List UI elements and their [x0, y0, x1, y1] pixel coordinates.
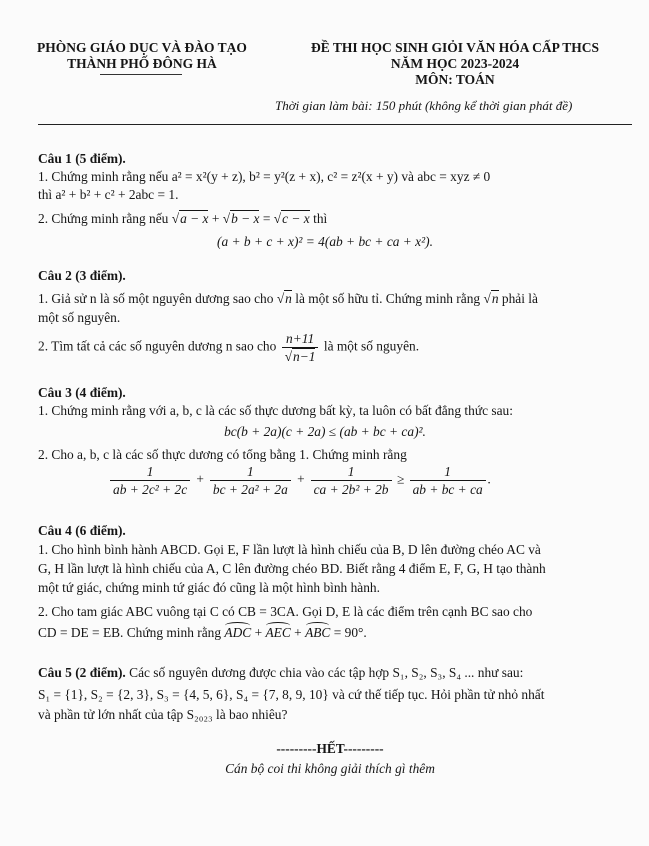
fraction-denominator: bc + 2a² + 2a: [210, 480, 291, 497]
subject: MÔN: TOÁN: [415, 72, 495, 87]
fraction-denominator: ab + 2c² + 2c: [110, 480, 190, 497]
fraction-numerator: n+11: [286, 331, 315, 346]
end-mark: ---------HẾT---------: [276, 741, 384, 756]
q1-part1-line2: thì a² + b² + c² + 2abc = 1.: [38, 187, 179, 202]
plus-sign: +: [211, 211, 220, 226]
q2-fraction: [282, 331, 319, 364]
office-underline: [100, 74, 182, 75]
proctor-note: Cán bộ coi thi không giải thích gì thêm: [225, 761, 435, 776]
q2-part2-suffix: là một số nguyên.: [323, 338, 420, 354]
plus-sign: +: [294, 625, 302, 640]
fraction-numerator: 1: [444, 464, 451, 479]
q4-part2-line2: [38, 624, 367, 642]
sqrt-symbol: √: [222, 211, 231, 226]
q2-title: Câu 2 (3 điểm).: [38, 268, 126, 283]
q1-part2-equation: (a + b + c + x)² = 4(ab + bc + ca + x²).: [217, 234, 433, 249]
sqrt-symbol: √: [276, 291, 285, 306]
q3-part1: 1. Chứng minh rằng với a, b, c là các số thực dương bất kỳ, ta luôn có bất đẳng thức sau:: [38, 403, 513, 418]
school-year: NĂM HỌC 2023-2024: [390, 56, 520, 71]
q2-part2-prefix: 2. Tìm tất cả các số nguyên dương n sao cho: [38, 338, 277, 354]
q4-part1-line1: 1. Cho hình bình hành ABCD. Gọi E, F lần lượt là hình chiếu của B, D lên đường chéo AC và: [38, 542, 541, 557]
q1-radicand-3: c − x: [282, 211, 310, 226]
q2-part1-suffix: phải là: [501, 291, 538, 306]
q2-part1-line2: một số nguyên.: [38, 310, 121, 325]
q5-intro: Các số nguyên dương được chia vào các tập hợp S₁, S₂, S₃, S₄ ... như sau:: [129, 665, 524, 680]
q1-part1-line1: 1. Chứng minh rằng nếu a² = x²(y + z), b² = y²(z + x), c² = z²(x + y) và abc = xyz ≠ 0: [38, 169, 491, 184]
q2-part1-line1: [38, 290, 538, 308]
q3-fraction-2: [210, 464, 291, 497]
geq-sign: ≥: [396, 471, 405, 487]
period: .: [487, 471, 492, 487]
q3-part1-inequality: bc(b + 2a)(c + 2a) ≤ (ab + bc + ca)².: [224, 424, 426, 439]
sqrt-symbol: √: [284, 349, 293, 364]
q2-radicand-n: n: [285, 291, 292, 306]
time-note: Thời gian làm bài: 150 phút (không kể thời gian phát đề): [275, 98, 573, 113]
q5-line2: S₁ = {1}, S₂ = {2, 3}, S₃ = {4, 5, 6}, S₄ = {7, 8, 9, 10} và cứ thế tiếp tục. Hỏi phần tử nhỏ nhất: [38, 687, 545, 702]
q4-part2-suffix: = 90°.: [333, 625, 367, 640]
q4-part1-line3: một tứ giác, chứng minh tứ giác đó cũng là một hình bình hành.: [38, 580, 380, 595]
q1-part2-suffix: thì: [313, 211, 328, 226]
office-name-line1: PHÒNG GIÁO DỤC VÀ ĐÀO TẠO: [37, 40, 247, 55]
q1-part2-prefix: 2. Chứng minh rằng nếu: [38, 211, 169, 226]
q2-radicand-n: n: [491, 291, 499, 306]
angle-aec: AEC: [265, 625, 291, 640]
header-divider: [38, 124, 632, 125]
q3-fraction-1: [110, 464, 190, 497]
q4-title: Câu 4 (6 điểm).: [38, 523, 126, 538]
q5-title: Câu 5 (2 điểm).: [38, 665, 126, 680]
plus-sign: +: [195, 471, 205, 487]
q1-radicand-2: b − x: [231, 211, 260, 226]
angle-adc: ADC: [224, 625, 252, 640]
q4-part2-line1: 2. Cho tam giác ABC vuông tại C có CB = 3CA. Gọi D, E là các điểm trên cạnh BC sao cho: [38, 604, 533, 619]
q3-fraction-3: [311, 464, 392, 497]
office-name-line2: THÀNH PHỐ ĐÔNG HÀ: [67, 56, 217, 71]
q3-part2: 2. Cho a, b, c là các số thực dương có tổng bằng 1. Chứng minh rằng: [38, 447, 407, 462]
plus-sign: +: [296, 471, 306, 487]
fraction-numerator: 1: [247, 464, 254, 479]
q1-title: Câu 1 (5 điểm).: [38, 151, 126, 166]
sqrt-symbol: √: [273, 211, 282, 226]
q2-part1-prefix: 1. Giả sử n là số một nguyên dương sao cho: [38, 291, 274, 306]
q2-denominator-radicand: n−1: [293, 349, 316, 364]
q1-radicand-1: a − x: [180, 211, 209, 226]
q4-part2-prefix: CD = DE = EB. Chứng minh rằng: [38, 625, 222, 640]
q3-fraction-4: [410, 464, 486, 497]
fraction-denominator: ca + 2b² + 2b: [311, 480, 392, 497]
q1-part2-line1: [38, 210, 327, 228]
q3-part2-inequality: [108, 464, 491, 497]
sqrt-symbol: √: [171, 211, 180, 226]
q4-part1-line2: G, H lần lượt là hình chiếu của A, C lên đường chéo BD. Biết rằng 4 điểm E, F, G, H tạo thành: [38, 561, 546, 576]
exam-title: ĐỀ THI HỌC SINH GIỎI VĂN HÓA CẤP THCS: [310, 40, 600, 55]
q3-title: Câu 3 (4 điểm).: [38, 385, 126, 400]
sqrt-symbol: √: [483, 291, 491, 306]
q2-part2: [38, 331, 419, 364]
q5-line1: [38, 664, 523, 682]
fraction-numerator: 1: [146, 464, 154, 479]
fraction-denominator: ab + bc + ca: [410, 480, 486, 497]
fraction-numerator: 1: [347, 464, 355, 479]
angle-abc: ABC: [305, 625, 331, 640]
q5-line3: và phần tử lớn nhất của tập S₂₀₂₃ là bao nhiêu?: [38, 707, 288, 722]
equals-sign: =: [262, 211, 271, 226]
fraction-denominator: [282, 347, 319, 364]
q2-part1-middle: là một số hữu tỉ. Chứng minh rằng: [295, 291, 481, 306]
plus-sign: +: [254, 625, 263, 640]
